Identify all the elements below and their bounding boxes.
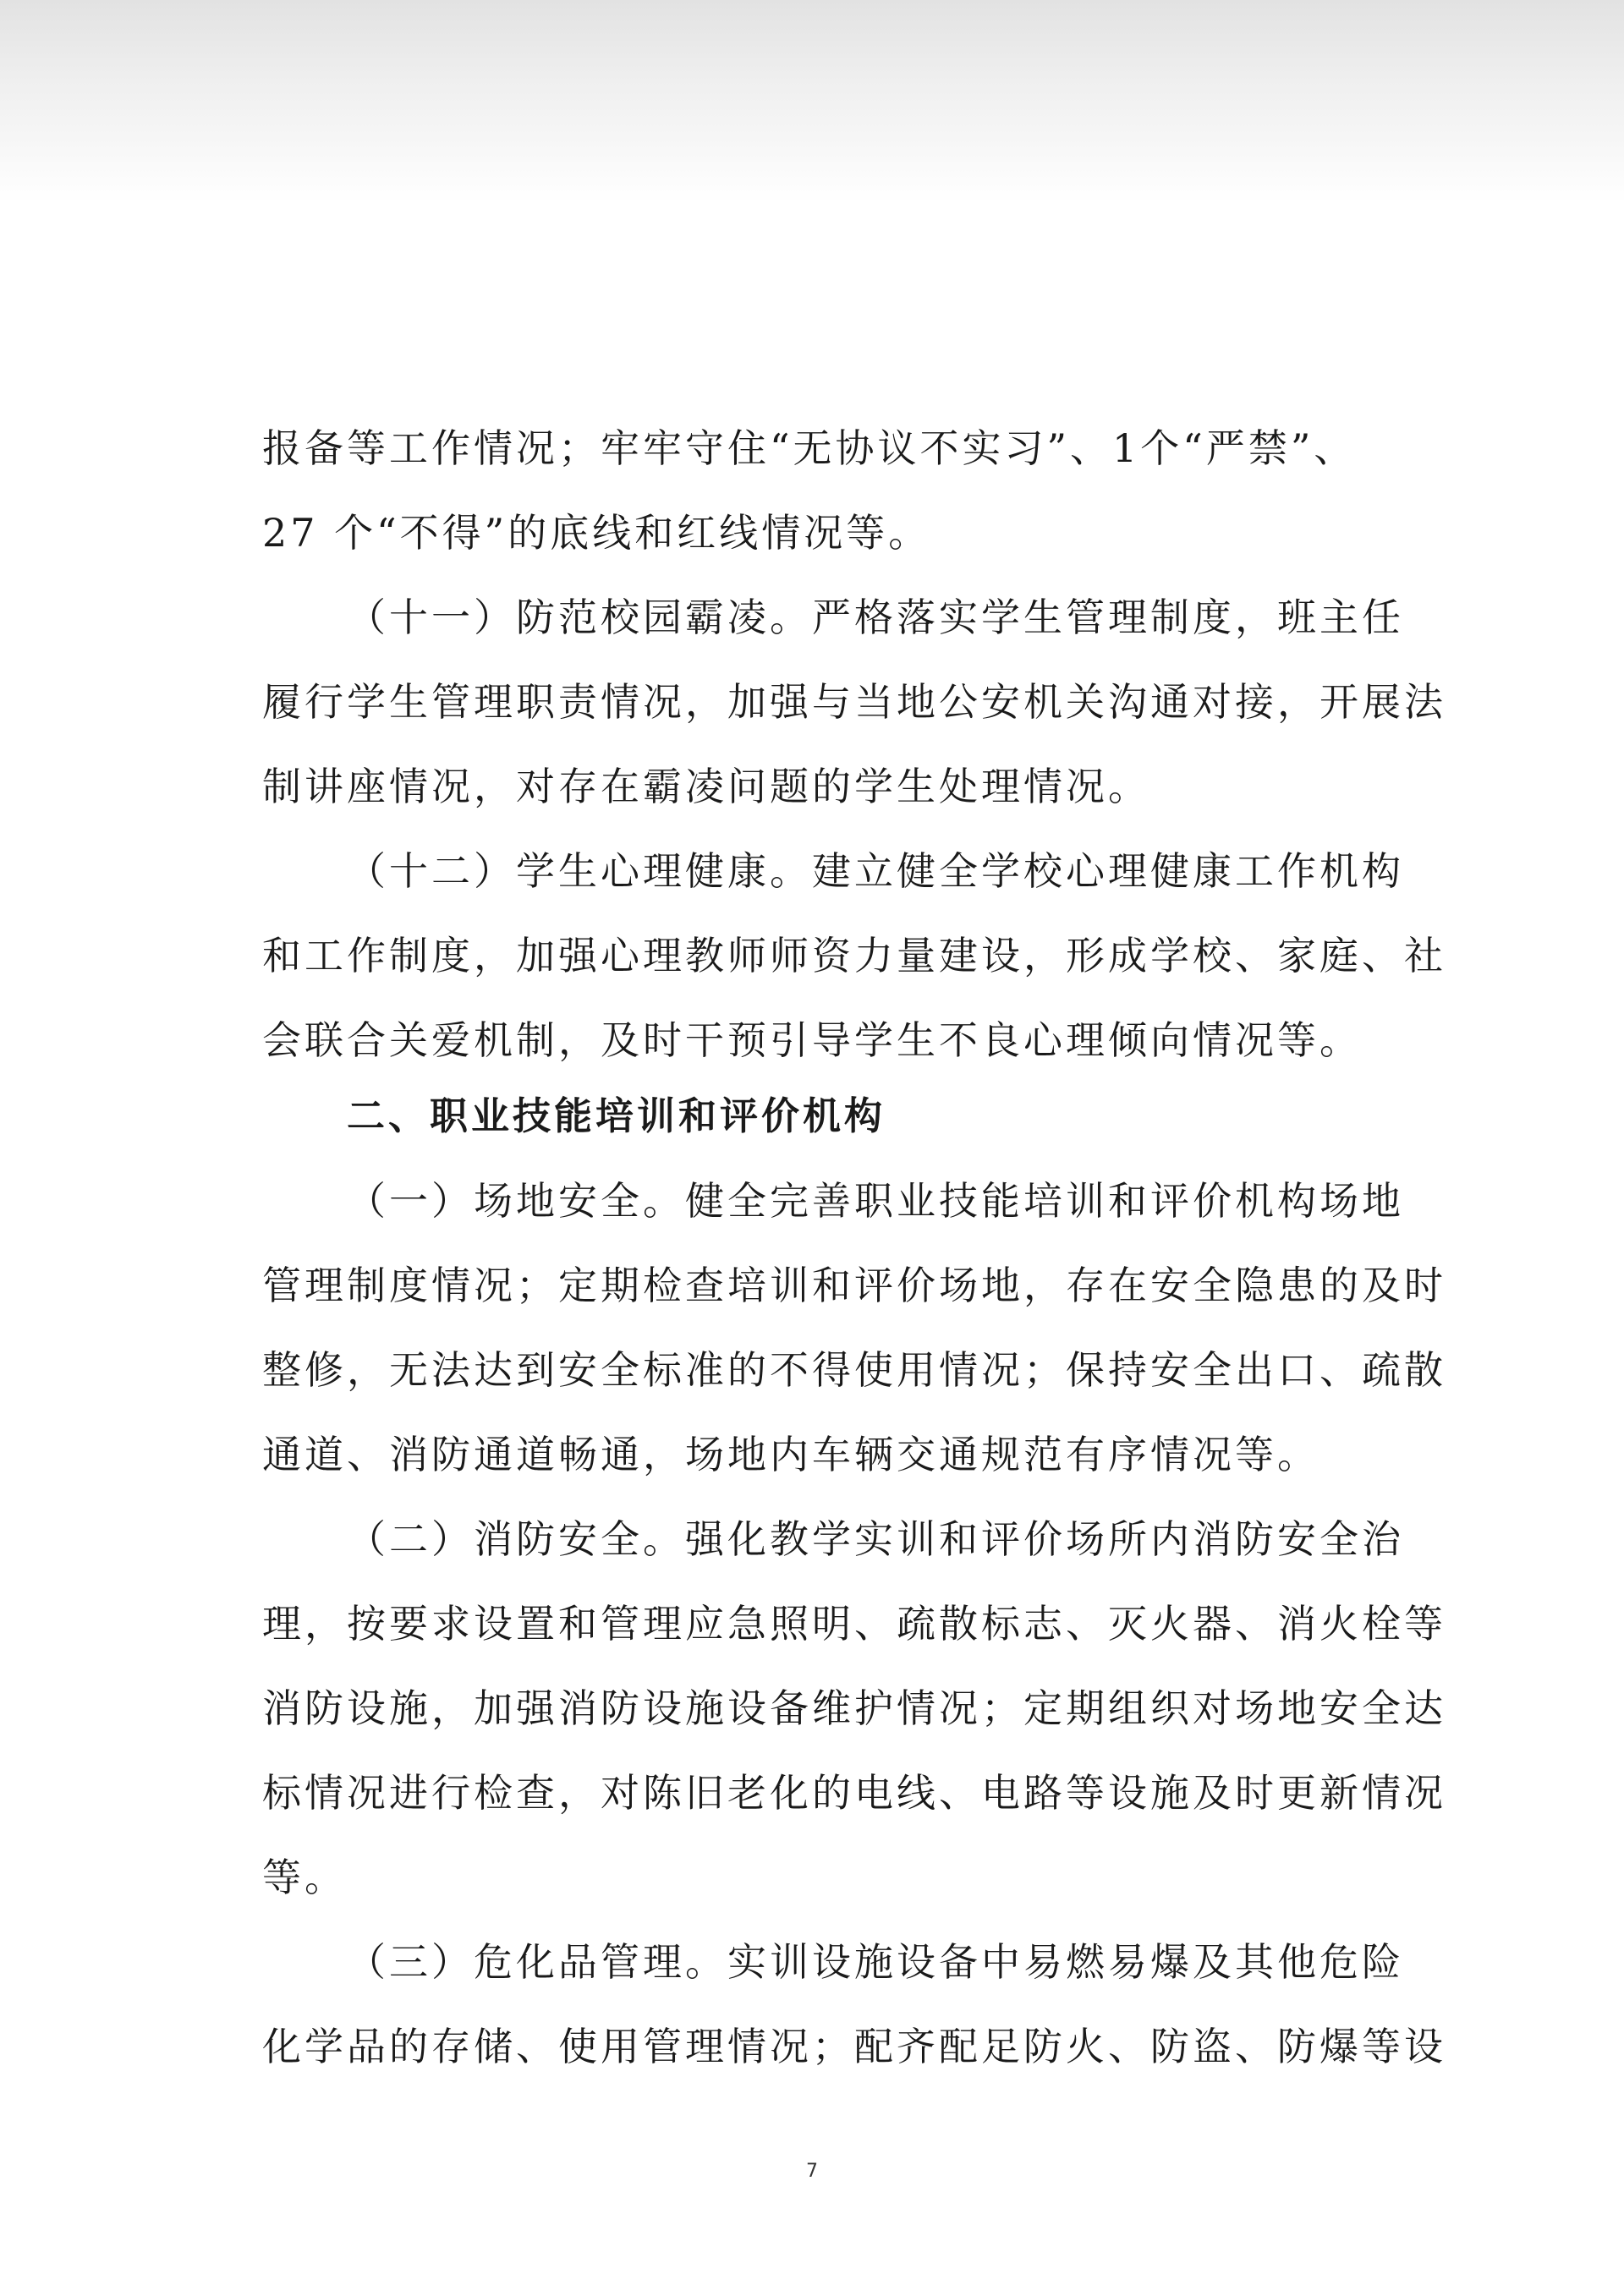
paragraph-line: 27 个“不得”的底线和红线情况等。: [262, 510, 931, 556]
paragraph-line: （二）消防安全。强化教学实训和评价场所内消防安全治: [347, 1516, 1404, 1562]
paragraph-line: 管理制度情况；定期检查培训和评价场地，存在安全隐患的及时: [262, 1263, 1446, 1308]
paragraph-line: 标情况进行检查，对陈旧老化的电线、电路等设施及时更新情况: [262, 1770, 1446, 1816]
paragraph-line: 会联合关爱机制，及时干预引导学生不良心理倾向情况等。: [262, 1017, 1362, 1063]
paragraph-line: 化学品的存储、使用管理情况；配齐配足防火、防盗、防爆等设: [262, 2024, 1446, 2069]
paragraph-line: 报备等工作情况；牢牢守住“无协议不实习”、1个“严禁”、: [262, 425, 1357, 471]
paragraph-line: 整修，无法达到安全标准的不得使用情况；保持安全出口、疏散: [262, 1347, 1446, 1393]
paragraph-line: 等。: [262, 1855, 347, 1900]
paragraph-line: （三）危化品管理。实训设施设备中易燃易爆及其他危险: [347, 1939, 1404, 1985]
paragraph-line: 制讲座情况，对存在霸凌问题的学生处理情况。: [262, 764, 1150, 809]
scan-shadow-strip: [0, 0, 1624, 203]
paragraph-line: （十一）防范校园霸凌。严格落实学生管理制度，班主任: [347, 595, 1404, 640]
paragraph-line: 通道、消防通道畅通，场地内车辆交通规范有序情况等。: [262, 1432, 1320, 1477]
paragraph-line: 履行学生管理职责情况，加强与当地公安机关沟通对接，开展法: [262, 679, 1446, 725]
paragraph-line: 理，按要求设置和管理应急照明、疏散标志、灭火器、消火栓等: [262, 1601, 1446, 1647]
paragraph-line: （十二）学生心理健康。建立健全学校心理健康工作机构: [347, 848, 1404, 894]
paragraph-line: 消防设施，加强消防设施设备维护情况；定期组织对场地安全达: [262, 1685, 1446, 1731]
section-heading: 二、职业技能培训和评价机构: [347, 1093, 886, 1138]
page-number: 7: [806, 2161, 818, 2182]
paragraph-line: 和工作制度，加强心理教师师资力量建设，形成学校、家庭、社: [262, 933, 1446, 978]
paragraph-line: （一）场地安全。健全完善职业技能培训和评价机构场地: [347, 1178, 1404, 1224]
